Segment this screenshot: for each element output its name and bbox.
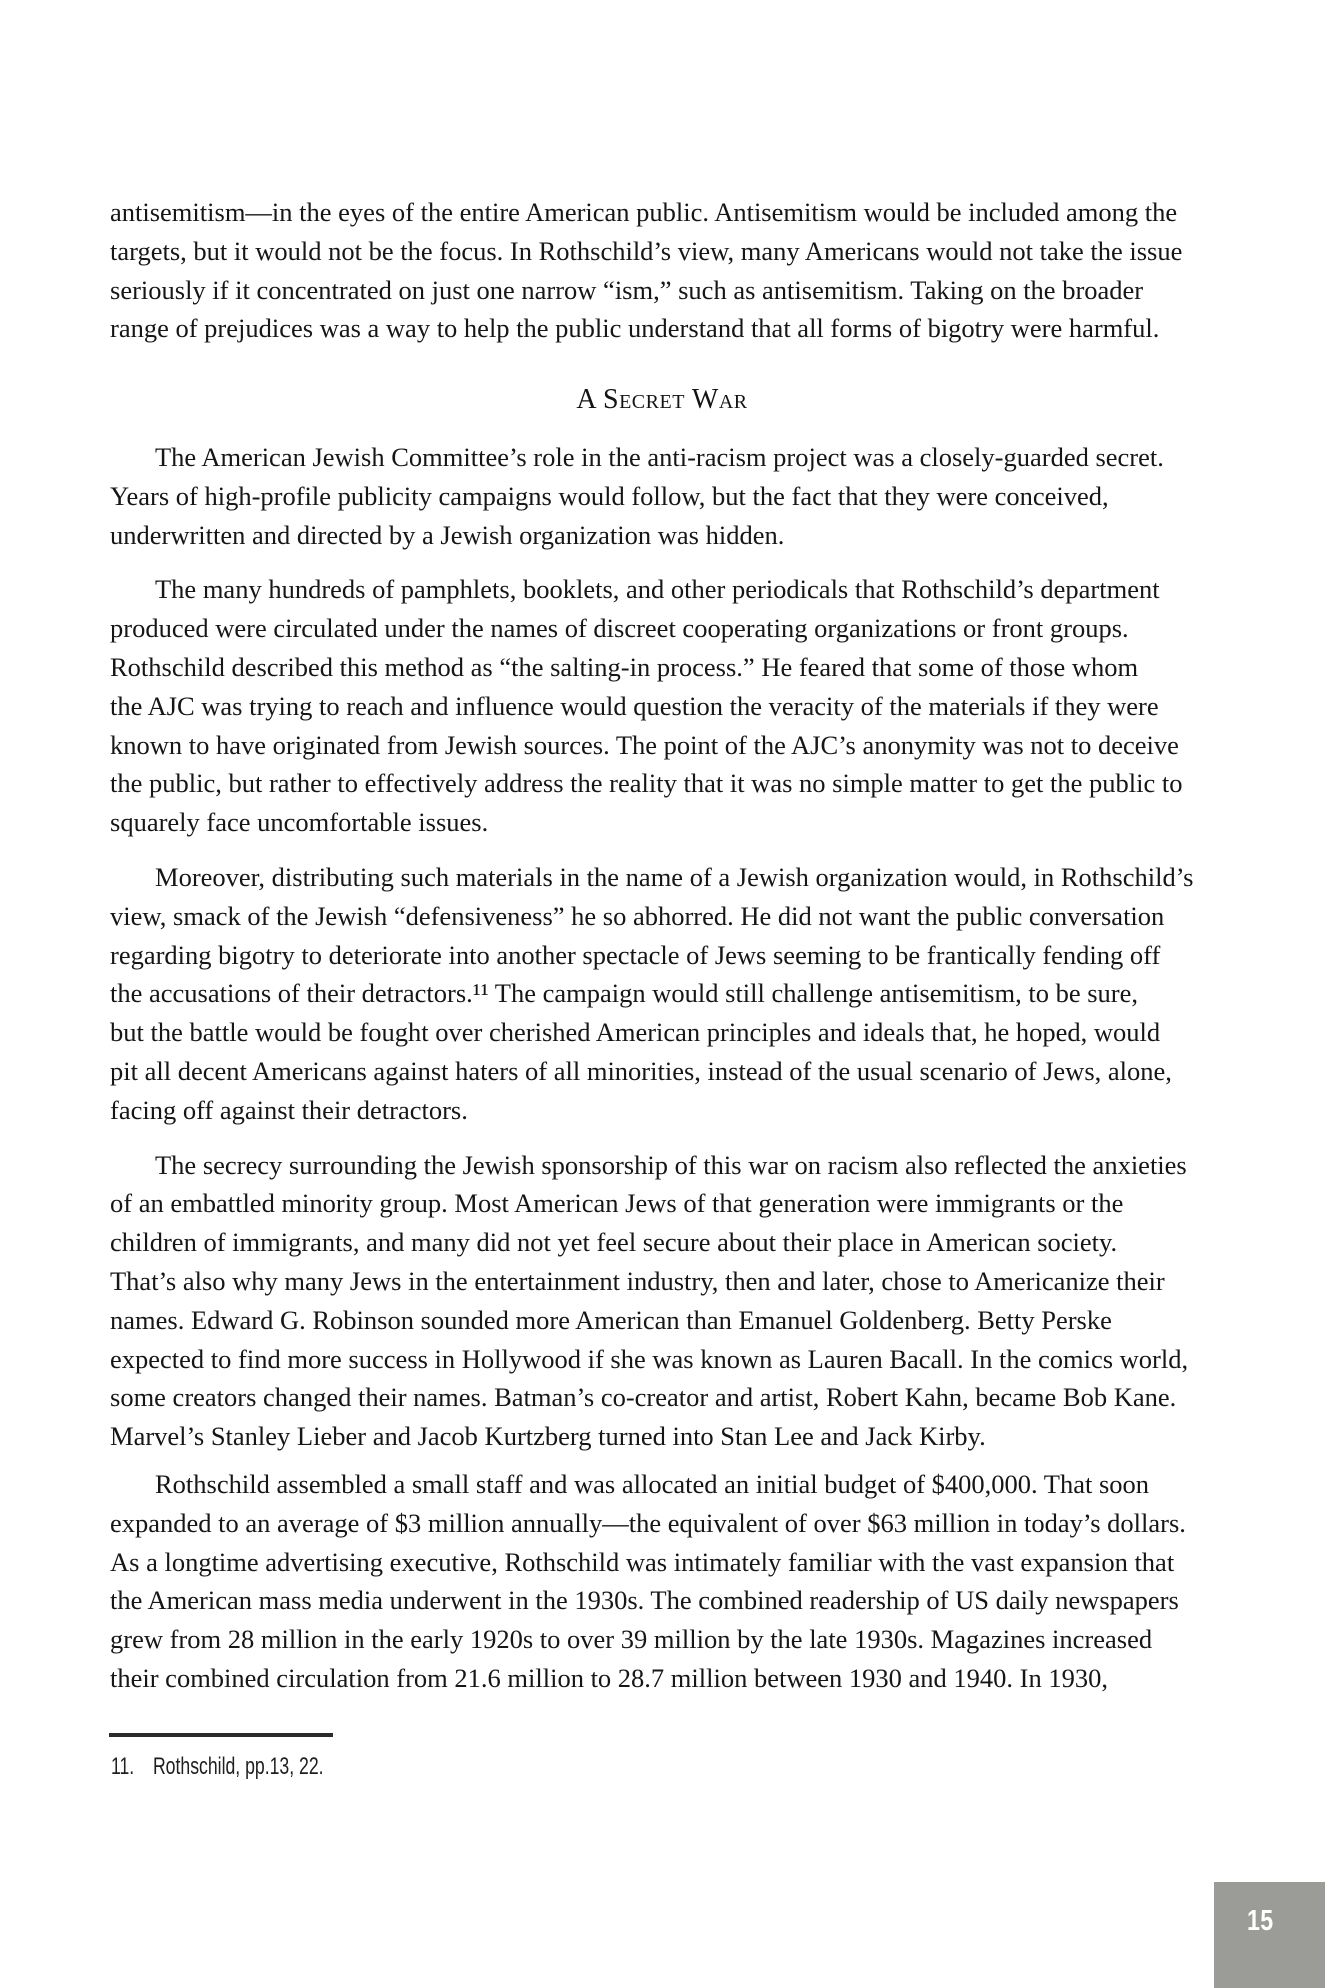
text-line: known to have originated from Jewish sources. The point of the AJC’s anonymity was not to deceive: [110, 729, 1179, 760]
paragraph: [110, 858, 1214, 1130]
text-line: pit all decent Americans against haters of all minorities, instead of the usual scenario of Jews, alone,: [110, 1055, 1172, 1086]
text-line: expanded to an average of $3 million annually—the equivalent of over $63 million in today’s dollars.: [110, 1507, 1186, 1538]
text-line: children of immigrants, and many did not yet feel secure about their place in American society.: [110, 1227, 1118, 1258]
text-line: Moreover, distributing such materials in the name of a Jewish organization would, in Rothschild’s: [155, 861, 1194, 892]
text-line: As a longtime advertising executive, Rothschild was intimately familiar with the vast expansion that: [110, 1546, 1175, 1577]
paragraph: [110, 438, 1214, 554]
text-line: Rothschild assembled a small staff and was allocated an initial budget of $400,000. That soon: [155, 1468, 1150, 1499]
text-line: but the battle would be fought over cherished American principles and ideals that, he hoped, would: [110, 1017, 1161, 1048]
text-line: That’s also why many Jews in the entertainment industry, then and later, chose to Americanize their: [110, 1265, 1165, 1296]
text-line: the accusations of their detractors.¹¹ The campaign would still challenge antisemitism, to be sure,: [110, 978, 1139, 1009]
text-line: The secrecy surrounding the Jewish sponsorship of this war on racism also reflected the anxieties: [155, 1149, 1187, 1180]
text-line: Marvel’s Stanley Lieber and Jacob Kurtzberg turned into Stan Lee and Jack Kirby.: [110, 1421, 986, 1452]
body-paragraphs: [110, 438, 1214, 1698]
paragraph: [110, 1146, 1214, 1456]
text-line: regarding bigotry to deteriorate into another spectacle of Jews seeming to be frantically fending off: [110, 939, 1161, 970]
text-line: the American mass media underwent in the 1930s. The combined readership of US daily newspapers: [110, 1585, 1179, 1616]
page-number: 15: [1247, 1905, 1274, 1937]
text-line: some creators changed their names. Batman’s co-creator and artist, Robert Kahn, became Bob Kane.: [110, 1382, 1177, 1413]
text-line: range of prejudices was a way to help the public understand that all forms of bigotry were harmful.: [110, 313, 1160, 344]
text-line: Rothschild described this method as “the salting-in process.” He feared that some of those whom: [110, 651, 1139, 682]
text-line: facing off against their detractors.: [110, 1094, 468, 1125]
page-number-badge: [1214, 1882, 1325, 1988]
text-line: underwritten and directed by a Jewish organization was hidden.: [110, 519, 785, 550]
text-line: The many hundreds of pamphlets, booklets, and other periodicals that Rothschild’s department: [155, 574, 1160, 605]
text-line: The American Jewish Committee’s role in the anti-racism project was a closely-guarded secret.: [155, 441, 1164, 472]
text-line: of an embattled minority group. Most American Jews of that generation were immigrants or the: [110, 1188, 1124, 1219]
text-line: Years of high-profile publicity campaigns would follow, but the fact that they were conceived,: [110, 480, 1109, 511]
text-line: grew from 28 million in the early 1920s to over 39 million by the late 1930s. Magazines increased: [110, 1624, 1153, 1655]
footnote: [111, 1753, 324, 1781]
text-line: seriously if it concentrated on just one narrow “ism,” such as antisemitism. Taking on the broader: [110, 274, 1144, 305]
text-line: the AJC was trying to reach and influence would question the veracity of the materials if they were: [110, 690, 1159, 721]
text-column: [110, 193, 1214, 1698]
text-line: view, smack of the Jewish “defensiveness” he so abhorred. He did not want the public conversation: [110, 900, 1165, 931]
text-line: expected to find more success in Hollywood if she was known as Lauren Bacall. In the comics world,: [110, 1343, 1189, 1374]
section-heading: A Secret War: [576, 384, 748, 416]
text-line: squarely face uncomfortable issues.: [110, 807, 489, 838]
text-line: names. Edward G. Robinson sounded more American than Emanuel Goldenberg. Betty Perske: [110, 1304, 1112, 1335]
text-line: antisemitism—in the eyes of the entire American public. Antisemitism would be included among the: [110, 197, 1178, 227]
footnote-number: 11.: [111, 1753, 135, 1780]
text-line: produced were circulated under the names of discreet cooperating organizations or front groups.: [110, 613, 1129, 644]
text-line: their combined circulation from 21.6 million to 28.7 million between 1930 and 1940. In 1930,: [110, 1662, 1108, 1693]
paragraph: [110, 1465, 1214, 1698]
footnote-divider: [109, 1733, 333, 1737]
paragraph: [110, 570, 1214, 842]
paragraph-opening: [110, 193, 1214, 348]
text-line: targets, but it would not be the focus. In Rothschild’s view, many Americans would not take the issue: [110, 235, 1183, 266]
footnote-text: Rothschild, pp.13, 22.: [152, 1753, 324, 1780]
text-line: the public, but rather to effectively address the reality that it was no simple matter to get the public to: [110, 768, 1183, 799]
